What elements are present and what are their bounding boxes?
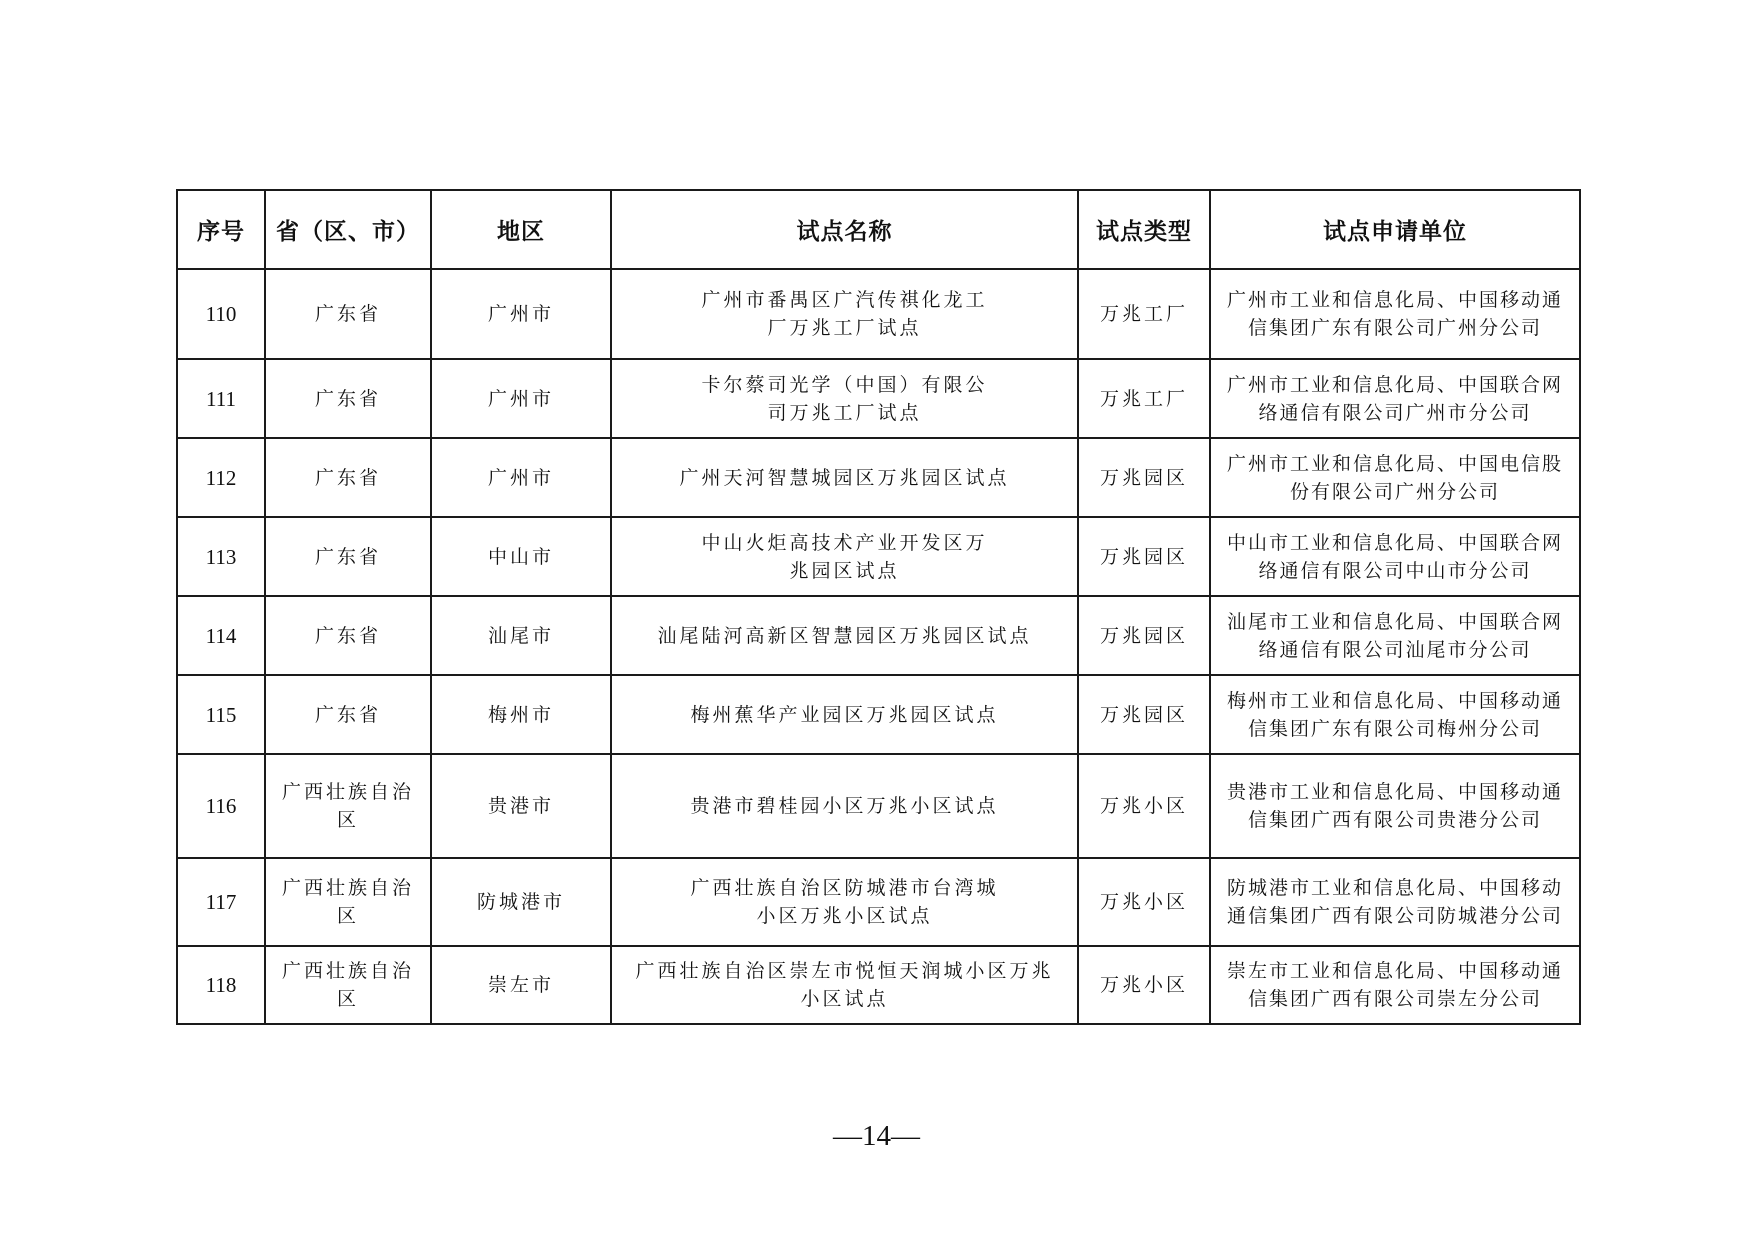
pilot-name-cell: 广州市番禺区广汽传祺化龙工厂万兆工厂试点 (611, 269, 1078, 359)
region-cell: 崇左市 (431, 946, 611, 1024)
header-pilot-type: 试点类型 (1078, 190, 1210, 269)
pilot-name-cell: 中山火炬高技术产业开发区万兆园区试点 (611, 517, 1078, 596)
serial-number-cell: 113 (177, 517, 265, 596)
header-region: 地区 (431, 190, 611, 269)
pilot-type-cell: 万兆园区 (1078, 438, 1210, 517)
region-cell: 贵港市 (431, 754, 611, 858)
table-row (177, 754, 1580, 858)
serial-number-cell: 115 (177, 675, 265, 754)
serial-number-cell: 118 (177, 946, 265, 1024)
applicant-unit-cell: 梅州市工业和信息化局、中国移动通信集团广东有限公司梅州分公司 (1210, 675, 1580, 754)
province-cell: 广西壮族自治区 (265, 754, 431, 858)
pilot-type-cell: 万兆园区 (1078, 596, 1210, 675)
pilot-name-cell: 广州天河智慧城园区万兆园区试点 (611, 438, 1078, 517)
applicant-unit-cell: 中山市工业和信息化局、中国联合网络通信有限公司中山市分公司 (1210, 517, 1580, 596)
region-cell: 中山市 (431, 517, 611, 596)
table-row (177, 675, 1580, 754)
applicant-unit-cell: 汕尾市工业和信息化局、中国联合网络通信有限公司汕尾市分公司 (1210, 596, 1580, 675)
header-applicant-unit: 试点申请单位 (1210, 190, 1580, 269)
table-row (177, 359, 1580, 438)
table-row (177, 517, 1580, 596)
region-cell: 广州市 (431, 269, 611, 359)
serial-number-cell: 117 (177, 858, 265, 946)
province-cell: 广东省 (265, 517, 431, 596)
pilot-name-cell: 广西壮族自治区防城港市台湾城小区万兆小区试点 (611, 858, 1078, 946)
table-row (177, 438, 1580, 517)
pilot-name-cell: 卡尔蔡司光学（中国）有限公司万兆工厂试点 (611, 359, 1078, 438)
pilot-type-cell: 万兆小区 (1078, 754, 1210, 858)
province-cell: 广东省 (265, 596, 431, 675)
applicant-unit-cell: 贵港市工业和信息化局、中国移动通信集团广西有限公司贵港分公司 (1210, 754, 1580, 858)
pilot-type-cell: 万兆工厂 (1078, 269, 1210, 359)
region-cell: 防城港市 (431, 858, 611, 946)
pilot-list-table (176, 189, 1581, 1025)
applicant-unit-cell: 广州市工业和信息化局、中国联合网络通信有限公司广州市分公司 (1210, 359, 1580, 438)
province-cell: 广西壮族自治区 (265, 858, 431, 946)
applicant-unit-cell: 崇左市工业和信息化局、中国移动通信集团广西有限公司崇左分公司 (1210, 946, 1580, 1024)
serial-number-cell: 111 (177, 359, 265, 438)
province-cell: 广东省 (265, 438, 431, 517)
header-pilot-name: 试点名称 (611, 190, 1078, 269)
region-cell: 梅州市 (431, 675, 611, 754)
page-number: —14— (833, 1120, 920, 1152)
pilot-type-cell: 万兆小区 (1078, 946, 1210, 1024)
pilot-type-cell: 万兆园区 (1078, 675, 1210, 754)
region-cell: 广州市 (431, 438, 611, 517)
serial-number-cell: 110 (177, 269, 265, 359)
province-cell: 广东省 (265, 269, 431, 359)
province-cell: 广西壮族自治区 (265, 946, 431, 1024)
pilot-type-cell: 万兆园区 (1078, 517, 1210, 596)
region-cell: 广州市 (431, 359, 611, 438)
applicant-unit-cell: 广州市工业和信息化局、中国电信股份有限公司广州分公司 (1210, 438, 1580, 517)
table-row (177, 946, 1580, 1024)
table-header-row (177, 190, 1580, 269)
serial-number-cell: 112 (177, 438, 265, 517)
serial-number-cell: 114 (177, 596, 265, 675)
applicant-unit-cell: 防城港市工业和信息化局、中国移动通信集团广西有限公司防城港分公司 (1210, 858, 1580, 946)
table-row (177, 858, 1580, 946)
pilot-name-cell: 贵港市碧桂园小区万兆小区试点 (611, 754, 1078, 858)
header-serial-number: 序号 (177, 190, 265, 269)
serial-number-cell: 116 (177, 754, 265, 858)
header-province: 省（区、市） (265, 190, 431, 269)
province-cell: 广东省 (265, 675, 431, 754)
province-cell: 广东省 (265, 359, 431, 438)
pilot-name-cell: 汕尾陆河高新区智慧园区万兆园区试点 (611, 596, 1078, 675)
region-cell: 汕尾市 (431, 596, 611, 675)
table-row (177, 596, 1580, 675)
applicant-unit-cell: 广州市工业和信息化局、中国移动通信集团广东有限公司广州分公司 (1210, 269, 1580, 359)
pilot-name-cell: 广西壮族自治区崇左市悦恒天润城小区万兆小区试点 (611, 946, 1078, 1024)
pilot-type-cell: 万兆小区 (1078, 858, 1210, 946)
table-row (177, 269, 1580, 359)
pilot-type-cell: 万兆工厂 (1078, 359, 1210, 438)
pilot-name-cell: 梅州蕉华产业园区万兆园区试点 (611, 675, 1078, 754)
